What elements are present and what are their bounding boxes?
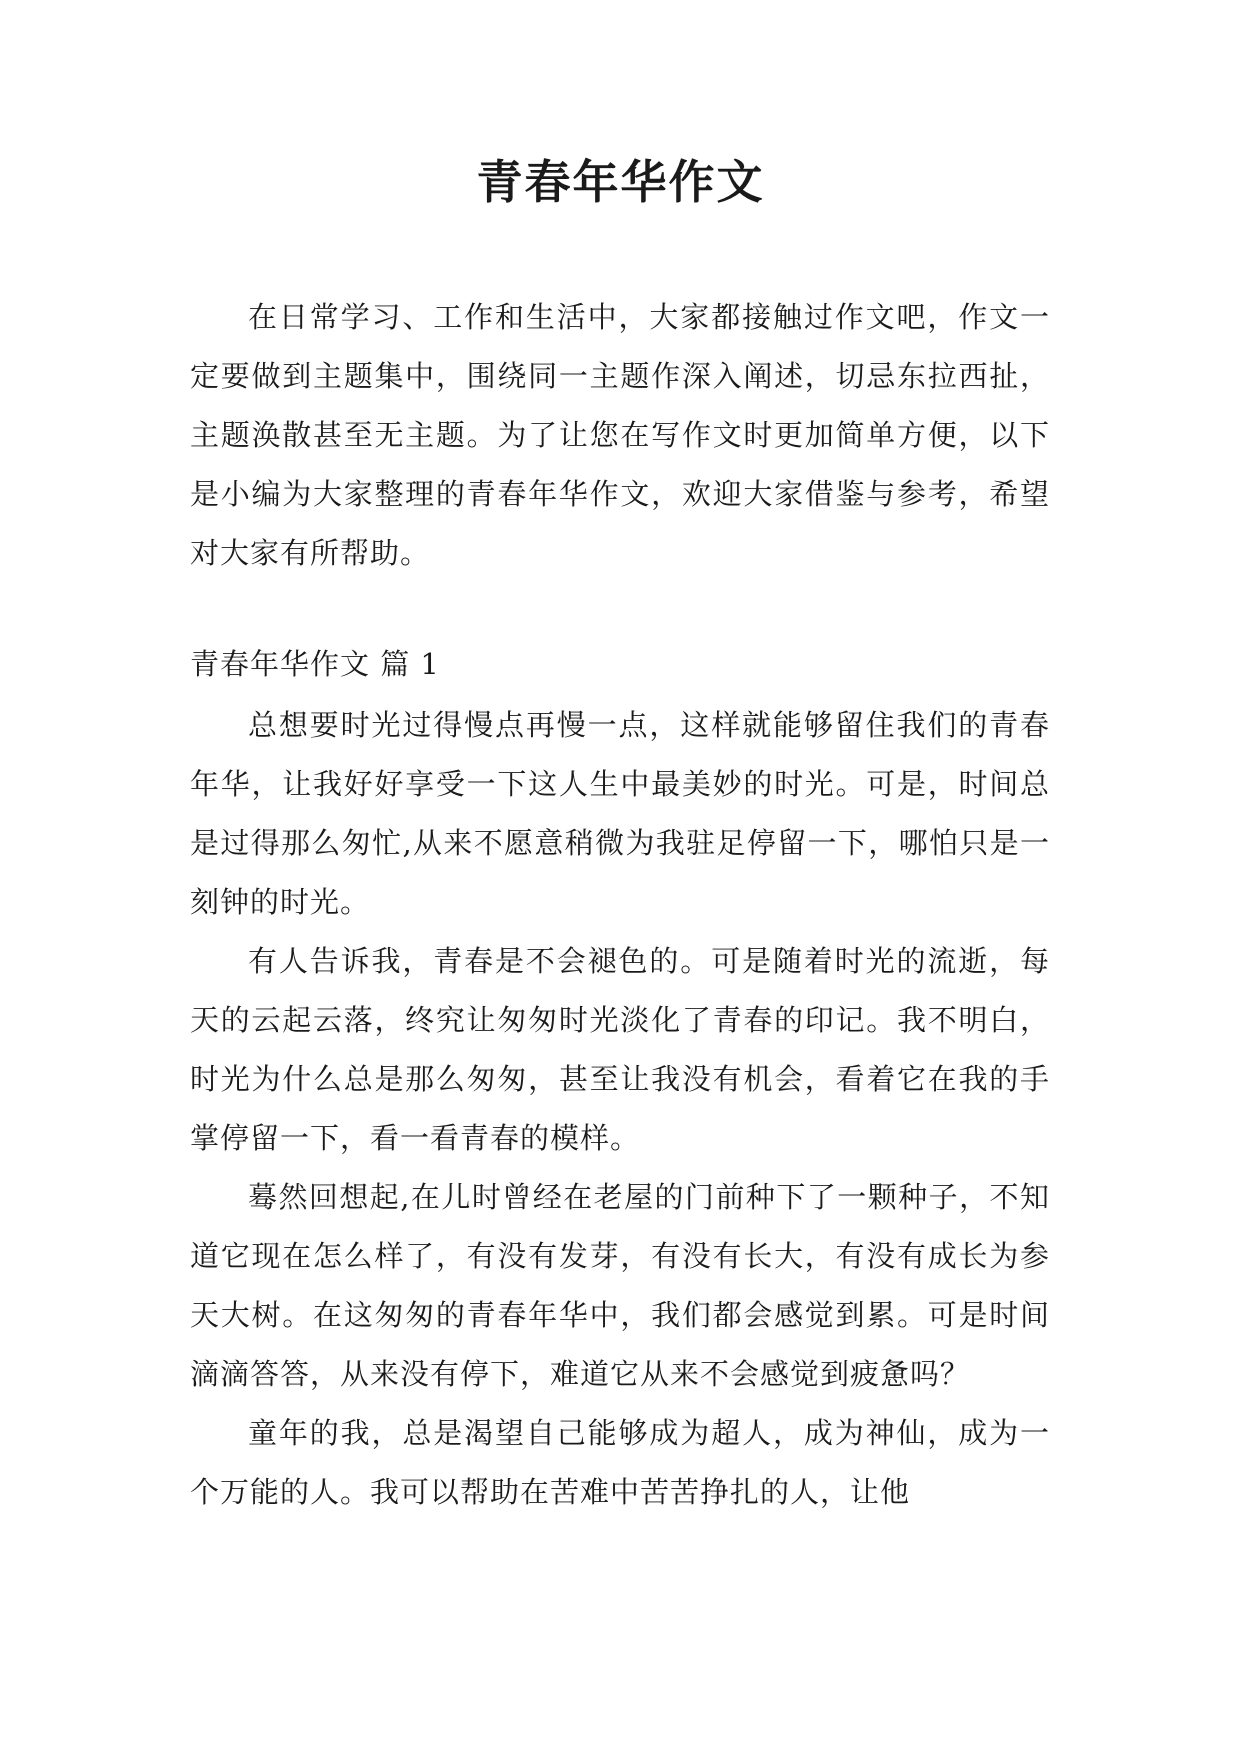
intro-paragraph: 在日常学习、工作和生活中，大家都接触过作文吧，作文一定要做到主题集中，围绕同一主题作深入阐述，切忌东拉西扯，主题涣散甚至无主题。为了让您在写作文时更加简单方便，以下是小编为大家整理的青春年华作文，欢迎大家借鉴与参考，希望对大家有所帮助。 [190,300,1050,570]
body-paragraph: 童年的我，总是渴望自己能够成为超人，成为神仙，成为一个万能的人。我可以帮助在苦难中苦苦挣扎的人，让他 [190,1416,1050,1509]
document-body [190,288,1050,1522]
document-title: 青春年华作文 [476,155,765,209]
section-heading: 青春年华作文 篇 1 [190,647,440,681]
body-paragraph: 有人告诉我，青春是不会褪色的。可是随着时光的流逝，每天的云起云落，终究让匆匆时光淡化了青春的印记。我不明白，时光为什么总是那么匆匆，甚至让我没有机会，看着它在我的手掌停留一下，看一看青春的模样。 [190,944,1050,1155]
body-paragraph: 蓦然回想起,在儿时曾经在老屋的门前种下了一颗种子，不知道它现在怎么样了，有没有发芽，有没有长大，有没有成长为参天大树。在这匆匆的青春年华中，我们都会感觉到累。可是时间滴滴答答，从来没有停下，难道它从来不会感觉到疲惫吗？ [190,1180,1050,1391]
body-paragraph: 总想要时光过得慢点再慢一点，这样就能够留住我们的青春年华，让我好好享受一下这人生中最美妙的时光。可是，时间总是过得那么匆忙,从来不愿意稍微为我驻足停留一下，哪怕只是一刻钟的时光。 [190,708,1050,919]
